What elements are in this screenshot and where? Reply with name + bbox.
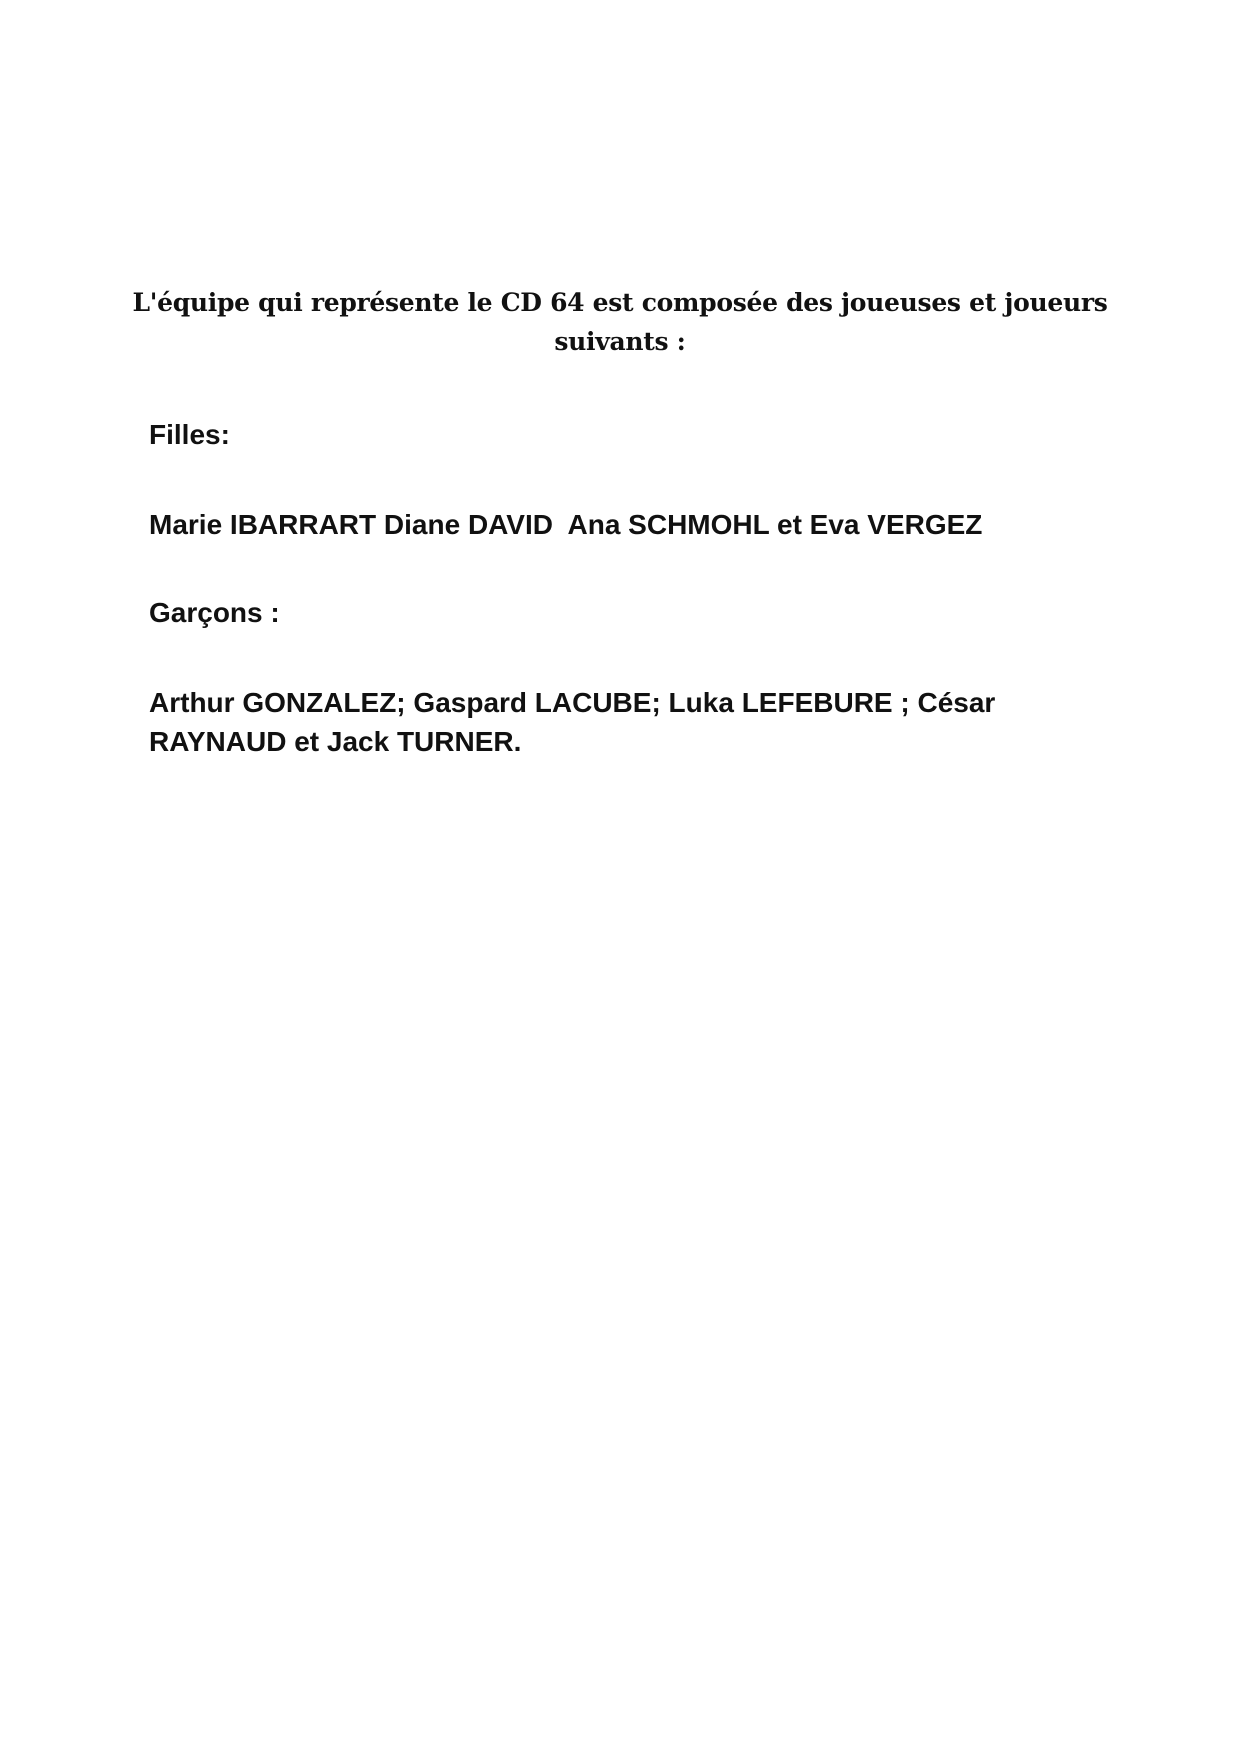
team-list-garcons: Arthur GONZALEZ; Gaspard LACUBE; Luka LEFEBURE ; César RAYNAUD et Jack TURNER.	[149, 687, 1004, 757]
section-heading-filles: Filles:	[149, 419, 230, 450]
intro-paragraph: L'équipe qui représente le CD 64 est composée des joueuses et joueurs suivants :	[132, 288, 1108, 356]
section-heading-garcons: Garçons :	[149, 597, 280, 628]
team-list-filles: Marie IBARRART Diane DAVID Ana SCHMOHL et Eva VERGEZ	[149, 509, 983, 540]
